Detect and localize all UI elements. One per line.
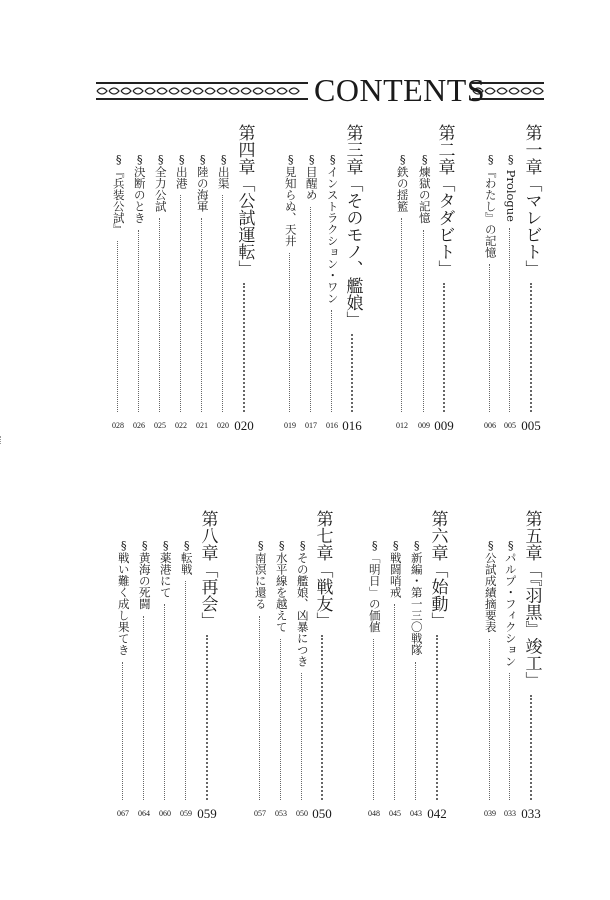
toc-section-page: 057: [254, 809, 266, 818]
toc-dot-leader: [122, 662, 127, 801]
toc-chapter-title[interactable]: 第七章「戦友」: [312, 510, 333, 629]
toc-section-title[interactable]: §転戦: [179, 538, 194, 575]
toc-section-title[interactable]: §出港: [174, 152, 189, 189]
toc-section-title[interactable]: §出渠: [216, 152, 231, 189]
toc-section-title[interactable]: §パルプ・フィクション: [503, 538, 518, 667]
toc-section-page: 033: [504, 809, 516, 818]
toc-section-title[interactable]: §全力公試: [153, 152, 168, 212]
toc-chapter-page: 050: [312, 806, 332, 821]
ornament-leaf-icon: [253, 88, 263, 94]
toc-dot-leader: [509, 228, 514, 412]
ornament-leaf-icon: [497, 88, 507, 94]
page-title: CONTENTS: [314, 72, 486, 108]
toc-chapter-title[interactable]: 第五章「『羽黒』竣工」: [521, 510, 542, 689]
ornament-leaf-icon: [241, 88, 251, 94]
toc-section-page: 064: [138, 809, 150, 818]
toc-chapter-title[interactable]: 第八章「再会」: [197, 510, 218, 629]
toc-section-title[interactable]: §決断のとき: [132, 152, 147, 224]
toc-dot-leader: [443, 283, 449, 412]
toc-dot-leader: [401, 218, 406, 412]
toc-section-title[interactable]: §新編・第一三〇戦隊: [409, 538, 424, 656]
toc-dot-leader: [436, 635, 442, 800]
ornament-leaf-icon: [169, 88, 179, 94]
toc-dot-leader: [351, 334, 357, 412]
toc-section-page: 028: [112, 421, 124, 430]
ornament-leaf-icon: [277, 88, 287, 94]
toc-dot-leader: [138, 230, 143, 413]
toc-section-page: 060: [159, 809, 171, 818]
toc-dot-leader: [530, 695, 536, 801]
ornament-border-left-icon: [96, 82, 308, 100]
toc-dot-leader: [243, 283, 249, 412]
toc-dot-leader: [117, 241, 122, 412]
toc-section-page: 021: [196, 421, 208, 430]
toc-section-page: 016: [326, 421, 338, 430]
toc-dot-leader: [321, 635, 327, 800]
ornament-leaf-icon: [145, 88, 155, 94]
toc-dot-leader: [259, 616, 264, 801]
toc-dot-leader: [301, 673, 306, 800]
toc-chapter-page: 005: [521, 418, 541, 433]
toc-dot-leader: [394, 604, 399, 800]
toc-section-page: 006: [484, 421, 496, 430]
ornament-leaf-icon: [265, 88, 275, 94]
toc-section-title[interactable]: §「明日」の価値: [367, 538, 382, 633]
toc-chapter-page: 059: [197, 806, 217, 821]
ornament-leaf-icon: [289, 88, 299, 94]
toc-section-title[interactable]: §戦闘哨戒: [388, 538, 403, 598]
toc-section-page: 043: [410, 809, 422, 818]
toc-section-title[interactable]: §煉獄の記憶: [417, 152, 432, 224]
ornament-leaf-icon: [533, 88, 543, 94]
toc-chapter-title[interactable]: 第六章「始動」: [427, 510, 448, 629]
toc-section-title[interactable]: §水平線を越えて: [274, 538, 289, 633]
toc-section-page: 059: [180, 809, 192, 818]
toc-chapter-page: 020: [234, 418, 254, 433]
toc-dot-leader: [415, 662, 420, 801]
toc-section-title[interactable]: §薬港にて: [158, 538, 173, 598]
toc-section-page: 048: [368, 809, 380, 818]
margin-mark: [0, 436, 3, 444]
toc-section-page: 012: [396, 421, 408, 430]
toc-section-title[interactable]: §『わたし』の記憶: [483, 152, 498, 258]
ornament-leaf-icon: [157, 88, 167, 94]
ornament-leaf-icon: [229, 88, 239, 94]
toc-dot-leader: [530, 283, 536, 412]
ornament-leaf-icon: [109, 88, 119, 94]
toc-section-title[interactable]: §黄海の死闘: [137, 538, 152, 610]
toc-chapter-title[interactable]: 第四章「公試運転」: [234, 124, 255, 277]
toc-dot-leader: [310, 207, 315, 413]
toc-dot-leader: [164, 604, 169, 800]
ornament-leaf-icon: [133, 88, 143, 94]
toc-section-title[interactable]: §陸の海軍: [195, 152, 210, 212]
toc-dot-leader: [423, 230, 428, 413]
ornament-leaf-icon: [121, 88, 131, 94]
ornament-leaf-icon: [181, 88, 191, 94]
toc-dot-leader: [373, 639, 378, 801]
ornament-leaf-icon: [521, 88, 531, 94]
ornament-leaf-icon: [205, 88, 215, 94]
toc-section-page: 019: [284, 421, 296, 430]
ornament-leaf-icon: [485, 88, 495, 94]
toc-dot-leader: [143, 616, 148, 801]
toc-chapter-page: 042: [427, 806, 447, 821]
toc-section-page: 025: [154, 421, 166, 430]
toc-dot-leader: [222, 195, 227, 412]
toc-chapter-title[interactable]: 第二章「タダビト」: [434, 124, 455, 277]
toc-dot-leader: [280, 639, 285, 801]
toc-section-page: 053: [275, 809, 287, 818]
toc-dot-leader: [185, 581, 190, 800]
toc-section-title[interactable]: §インストラクション・ワン: [325, 152, 340, 304]
toc-section-title[interactable]: §戦い難く成し果てき: [116, 538, 131, 656]
ornament-leaf-icon: [97, 88, 107, 94]
toc-section-page: 039: [484, 809, 496, 818]
toc-dot-leader: [331, 310, 336, 412]
toc-section-title[interactable]: §その艦娘、凶暴につき: [295, 538, 310, 667]
toc-chapter-page: 009: [434, 418, 454, 433]
ornament-leaf-icon: [193, 88, 203, 94]
toc-chapter-title[interactable]: 第一章「マレビト」: [521, 124, 542, 277]
toc-section-title[interactable]: §目醒め: [304, 152, 319, 201]
toc-section-page: 005: [504, 421, 516, 430]
toc-chapter-title[interactable]: 第三章「そのモノ、艦娘」: [342, 124, 363, 328]
toc-section-page: 067: [117, 809, 129, 818]
toc-dot-leader: [159, 218, 164, 412]
ornament-leaf-icon: [217, 88, 227, 94]
toc-dot-leader: [206, 635, 212, 800]
toc-section-title[interactable]: §鉄の揺籃: [395, 152, 410, 212]
toc-section-page: 022: [175, 421, 187, 430]
toc-section-title[interactable]: §公試成績摘要表: [483, 538, 498, 633]
toc-dot-leader: [509, 673, 514, 800]
toc-section-page: 045: [389, 809, 401, 818]
ornament-leaf-icon: [509, 88, 519, 94]
toc-section-page: 017: [305, 421, 317, 430]
toc-chapter-page: 033: [521, 806, 541, 821]
toc-section-page: 050: [296, 809, 308, 818]
toc-dot-leader: [289, 253, 294, 413]
toc-dot-leader: [201, 218, 206, 412]
toc-section-page: 020: [217, 421, 229, 430]
toc-section-title[interactable]: §南溟に還る: [253, 538, 268, 610]
toc-dot-leader: [180, 195, 185, 412]
toc-section-title[interactable]: § Prologue: [503, 152, 518, 222]
toc-section-page: 009: [418, 421, 430, 430]
toc-chapter-page: 016: [342, 418, 362, 433]
toc-dot-leader: [489, 639, 494, 801]
toc-dot-leader: [489, 264, 494, 412]
toc-section-page: 026: [133, 421, 145, 430]
toc-section-title[interactable]: §見知らぬ、天井: [283, 152, 298, 247]
toc-section-title[interactable]: §『兵装公試』: [111, 152, 126, 235]
